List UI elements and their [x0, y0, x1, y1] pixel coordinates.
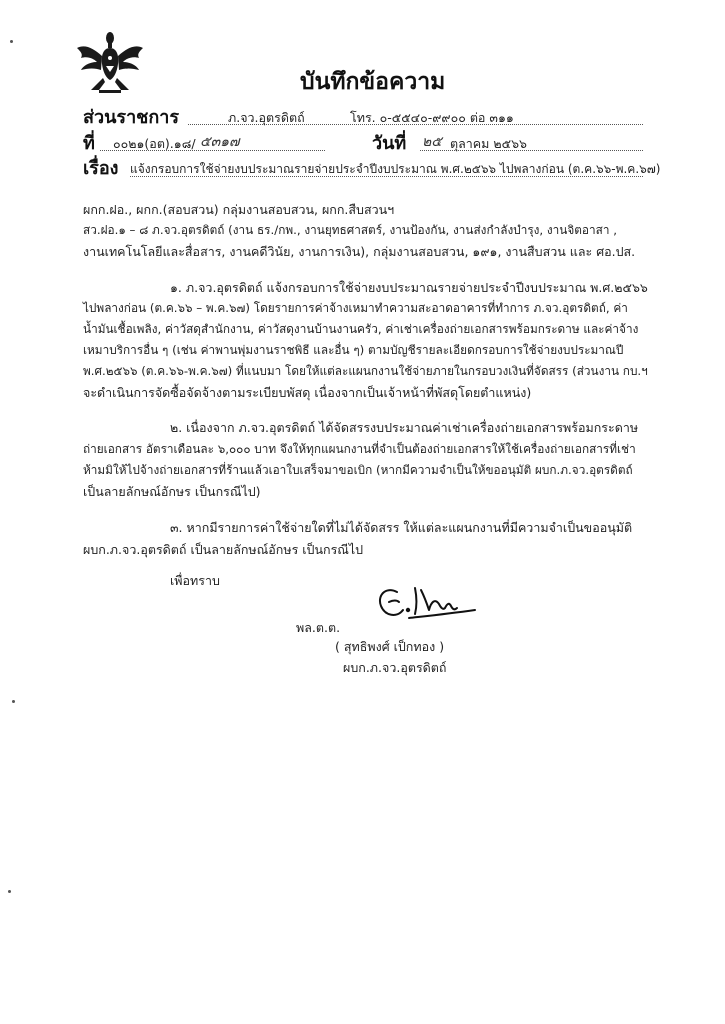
- date-rest: ตุลาคม ๒๕๖๖: [450, 136, 527, 151]
- agency-label: ส่วนราชการ: [83, 107, 180, 128]
- subject-value: แจ้งกรอบการใช้จ่ายงบประมาณรายจ่ายประจำปีงบประมาณ พ.ศ.๒๕๖๖ ไปพลางก่อน (ต.ค.๖๖-พ.ค.๖๗): [130, 162, 661, 176]
- scan-speck: [12, 700, 15, 703]
- ref-handwritten: ๕๓๑๗: [200, 134, 240, 150]
- date-label: วันที่: [372, 133, 407, 154]
- para2-line-3: ห้ามมิให้ไปจ้างถ่ายเอกสารที่ร้านแล้วเอาใบเสร็จมาขอเบิก (หากมีความจำเป็นให้ขออนุมัติ ผบก.ภ.จว.อุตรดิตถ์: [83, 463, 633, 477]
- scan-speck: [10, 40, 13, 43]
- para1-line-1: ๑. ภ.จว.อุตรดิตถ์ แจ้งกรอบการใช้จ่ายงบประมาณรายจ่ายประจำปีงบประมาณ พ.ศ.๒๕๖๖: [170, 280, 648, 295]
- handwritten-signature: [375, 580, 485, 630]
- agency-value: ภ.จว.อุตรดิตถ์: [228, 110, 305, 125]
- scan-speck: [8, 890, 11, 893]
- ref-label: ที่: [83, 133, 95, 154]
- recipients-line-3: งานเทคโนโลยีและสื่อสาร, งานคดีวินัย, งานการเงิน), กลุ่มงานสอบสวน, ๑๙๑, งานสืบสวน และ ศอ.ปส.: [83, 244, 636, 259]
- para1-line-2: ไปพลางก่อน (ต.ค.๖๖ – พ.ค.๖๗) โดยรายการค่าจ้างเหมาทำความสะอาดอาคารที่ทำการ ภ.จว.อุตรดิตถ์, ค่า: [83, 301, 628, 315]
- para2-line-1: ๒. เนื่องจาก ภ.จว.อุตรดิตถ์ ได้จัดสรรงบประมาณค่าเช่าเครื่องถ่ายเอกสารพร้อมกระดาษ: [170, 420, 639, 435]
- ref-value: ๐๐๒๑(อต).๑๘/: [113, 136, 196, 151]
- signer-name: ( สุทธิพงศ์ เป็กทอง ): [335, 639, 445, 654]
- para1-line-5: พ.ศ.๒๕๖๖ (ต.ค.๖๖-พ.ค.๖๗) ที่แนบมา โดยให้แต่ละแผนกงานใช้จ่ายภายในกรอบวงเงินที่จัดสรร (ส่วนงาน กบ.ฯ: [83, 364, 648, 378]
- phone-value: โทร. ๐-๕๕๔๐-๙๙๐๐ ต่อ ๓๑๑: [350, 110, 514, 125]
- para2-line-4: เป็นลายลักษณ์อักษร เป็นกรณีไป): [83, 484, 261, 499]
- para1-line-6: จะดำเนินการจัดซื้อจัดจ้างตามระเบียบพัสดุ เนื่องจากเป็นเจ้าหน้าที่พัสดุโดยตำแหน่ง): [83, 385, 532, 400]
- date-day-handwritten: ๒๕: [422, 134, 442, 150]
- para3-line-2: ผบก.ภ.จว.อุตรดิตถ์ เป็นลายลักษณ์อักษร เป็นกรณีไป: [83, 542, 364, 557]
- recipients-line-1: ผกก.ฝอ., ผกก.(สอบสวน) กลุ่มงานสอบสวน, ผกก.สืบสวนฯ: [83, 202, 395, 217]
- signer-position: ผบก.ภ.จว.อุตรดิตถ์: [343, 660, 447, 675]
- recipients-line-2: สว.ฝอ.๑ – ๘ ภ.จว.อุตรดิตถ์ (งาน ธร./กพ., งานยุทธศาสตร์, งานป้องกัน, งานส่งกำลังบำรุง, งานจิตอาสา ,: [83, 223, 617, 237]
- memo-title: บันทึกข้อความ: [300, 69, 446, 95]
- para3-line-1: ๓. หากมีรายการค่าใช้จ่ายใดที่ไม่ได้จัดสรร ให้แต่ละแผนกงานที่มีความจำเป็นขออนุมัติ: [170, 520, 633, 535]
- para1-line-4: เหมาบริการอื่น ๆ (เช่น ค่าพานพุ่มงานราชพิธี และอื่น ๆ) ตามบัญชีรายละเอียดกรอบการใช้จ่ายงบประมาณปี: [83, 343, 624, 357]
- para1-line-3: น้ำมันเชื้อเพลิง, ค่าวัสดุสำนักงาน, ค่าวัสดุงานบ้านงานครัว, ค่าเช่าเครื่องถ่ายเอกสารพร้อมกระดาษ และค่าจ้าง: [83, 322, 639, 336]
- signer-rank: พล.ต.ต.: [296, 620, 341, 635]
- garuda-emblem-icon: [75, 30, 145, 94]
- subject-label: เรื่อง: [83, 158, 119, 179]
- para2-line-2: ถ่ายเอกสาร อัตราเดือนละ ๖,๐๐๐ บาท จึงให้ทุกแผนกงานที่จำเป็นต้องถ่ายเอกสารให้ใช้เครื่องถ่ายเอกสารที่เช่า: [83, 442, 636, 456]
- closing-text: เพื่อทราบ: [170, 573, 220, 588]
